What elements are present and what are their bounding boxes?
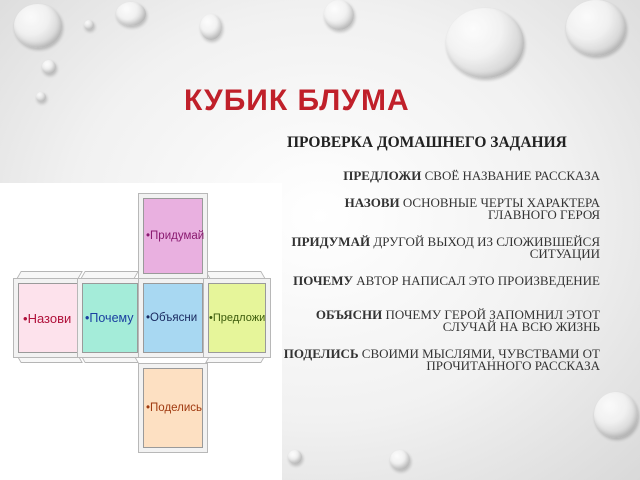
- cube-face-label: • Почему: [85, 311, 134, 325]
- cube-face-center: [143, 283, 203, 353]
- task-keyword: ПРИДУМАЙ: [291, 234, 371, 249]
- task-keyword: ПОЧЕМУ: [293, 273, 353, 288]
- water-drop-decoration: [288, 450, 302, 464]
- task-keyword: НАЗОВИ: [344, 195, 400, 210]
- task-text: СВОИМИ МЫСЛЯМИ, ЧУВСТВАМИ ОТ ПРОЧИТАННОГО РАССКАЗА: [361, 346, 600, 373]
- task-item-predlozhi: [280, 170, 600, 182]
- cube-face-label: • Предложи: [209, 312, 265, 324]
- task-text: СВОЁ НАЗВАНИЕ РАССКАЗА: [424, 168, 600, 183]
- task-text: ДРУГОЙ ВЫХОД ИЗ СЛОЖИВШЕЙСЯ СИТУАЦИИ: [373, 234, 600, 261]
- water-drop-decoration: [84, 20, 94, 30]
- cube-face-top: [143, 198, 203, 274]
- net-glue-tab: [205, 353, 267, 363]
- task-keyword: ОБЪЯСНИ: [315, 307, 383, 322]
- task-text: ОСНОВНЫЕ ЧЕРТЫ ХАРАКТЕРА ГЛАВНОГО ГЕРОЯ: [402, 195, 600, 222]
- cube-face-label: • Поделись: [146, 402, 202, 414]
- slide-subtitle: ПРОВЕРКА ДОМАШНЕГО ЗАДАНИЯ: [287, 134, 567, 151]
- task-keyword: ПРЕДЛОЖИ: [343, 168, 422, 183]
- cube-face-label: • Назови: [23, 311, 71, 326]
- water-drop-decoration: [594, 392, 638, 438]
- net-glue-tab: [79, 271, 139, 281]
- task-item-podelis: [280, 348, 600, 372]
- net-glue-tab: [79, 353, 139, 363]
- task-item-nazovi: [280, 197, 600, 221]
- net-glue-tab: [205, 271, 267, 281]
- water-drop-decoration: [36, 92, 46, 102]
- task-list: [280, 170, 600, 387]
- water-drop-decoration: [390, 450, 410, 470]
- water-drop-decoration: [566, 0, 626, 56]
- cube-face-right: [208, 283, 266, 353]
- cube-face-left: [18, 283, 78, 353]
- cube-face-label: • Объясни: [146, 312, 197, 324]
- water-drop-decoration: [116, 2, 146, 26]
- water-drop-decoration: [42, 60, 56, 74]
- water-drop-decoration: [324, 0, 354, 30]
- cube-face-bottom: [143, 368, 203, 448]
- cube-face-label: • Придумай: [146, 230, 204, 242]
- cube-face-center-left: [82, 283, 138, 353]
- net-glue-tab: [15, 271, 83, 281]
- task-keyword: ПОДЕЛИСЬ: [283, 346, 359, 361]
- net-glue-tab: [15, 353, 83, 363]
- task-text: ПОЧЕМУ ГЕРОЙ ЗАПОМНИЛ ЭТОТ СЛУЧАЙ НА ВСЮ ЖИЗНЬ: [385, 307, 600, 334]
- task-text: АВТОР НАПИСАЛ ЭТО ПРОИЗВЕДЕНИЕ: [356, 273, 600, 288]
- slide-title: КУБИК БЛУМА: [184, 84, 410, 117]
- water-drop-decoration: [446, 8, 524, 78]
- task-item-obyasni: [280, 309, 600, 333]
- water-drop-decoration: [200, 14, 222, 40]
- water-drop-decoration: [14, 4, 62, 48]
- task-item-pridumai: [280, 236, 600, 260]
- bloom-cube-net: [0, 183, 282, 480]
- task-item-pochemu: [280, 275, 600, 287]
